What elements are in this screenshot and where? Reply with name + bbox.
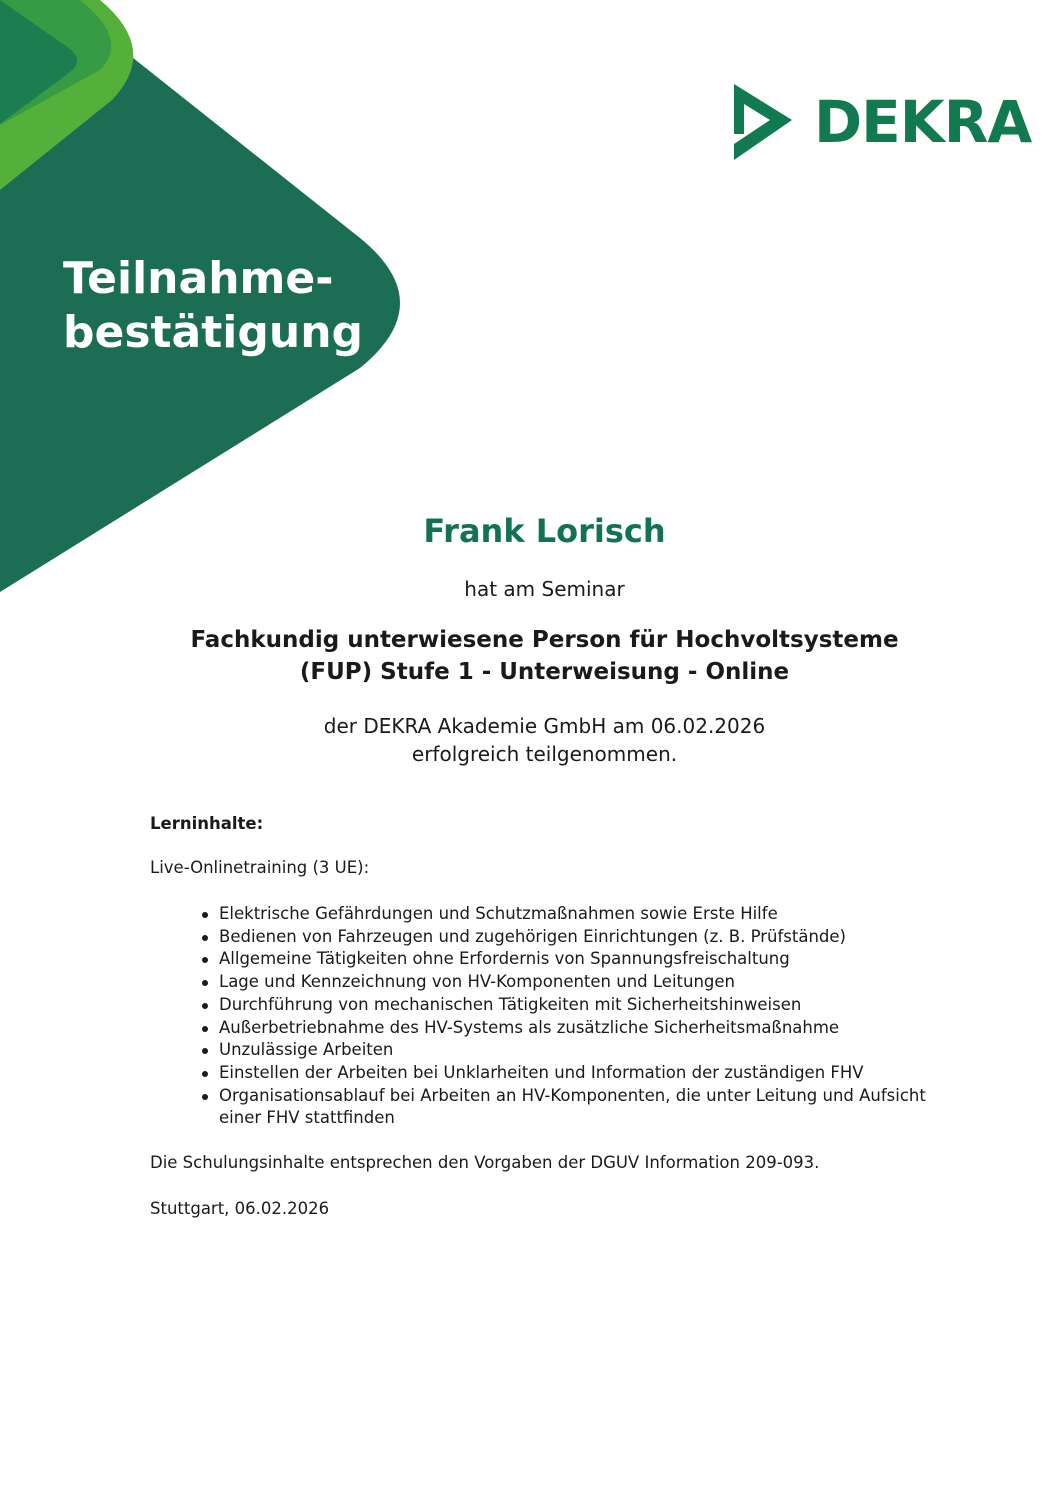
list-item: Allgemeine Tätigkeiten ohne Erfordernis von Spannungsfreischaltung (219, 948, 949, 971)
content-subheading: Live-Onlinetraining (3 UE): (150, 858, 370, 877)
document-title-line2: bestätigung (63, 307, 364, 358)
document-title-line1: Teilnahme- (63, 253, 334, 304)
footnote: Die Schulungsinhalte entsprechen den Vorgaben der DGUV Information 209-093. (150, 1153, 820, 1172)
list-item: Organisationsablauf bei Arbeiten an HV-Komponenten, die unter Leitung und Aufsicht einer FHV stattfinden (219, 1085, 949, 1130)
seminar-title-line1: Fachkundig unterwiesene Person für Hochvoltsysteme (190, 627, 899, 653)
list-item: Durchführung von mechanischen Tätigkeiten mit Sicherheitshinweisen (219, 994, 949, 1017)
list-item: Unzulässige Arbeiten (219, 1039, 949, 1062)
dekra-logo (730, 82, 1031, 162)
completion-line1: der DEKRA Akademie GmbH am 06.02.2026 (323, 714, 766, 738)
participant-name: Frank Lorisch (423, 512, 666, 550)
completion-text (0, 712, 1059, 768)
seminar-title (0, 624, 1059, 688)
document-title (63, 252, 363, 360)
list-item: Einstellen der Arbeiten bei Unklarheiten und Information der zuständigen FHV (219, 1062, 949, 1085)
intro-text: hat am Seminar (464, 577, 625, 601)
list-item: Außerbetriebnahme des HV-Systems als zusätzliche Sicherheitsmaßnahme (219, 1017, 949, 1040)
dekra-arrow-icon (730, 82, 794, 162)
list-item: Lage und Kennzeichnung von HV-Komponenten und Leitungen (219, 971, 949, 994)
dekra-logo-text: DEKRA (814, 88, 1032, 156)
completion-line2: erfolgreich teilgenommen. (411, 742, 678, 766)
list-item: Bedienen von Fahrzeugen und zugehörigen Einrichtungen (z. B. Prüfstände) (219, 926, 949, 949)
list-item: Elektrische Gefährdungen und Schutzmaßnahmen sowie Erste Hilfe (219, 903, 949, 926)
content-heading: Lerninhalte: (150, 814, 264, 833)
content-list (219, 903, 949, 1130)
seminar-title-line2: (FUP) Stufe 1 - Unterweisung - Online (299, 659, 790, 685)
place-date: Stuttgart, 06.02.2026 (150, 1199, 330, 1218)
